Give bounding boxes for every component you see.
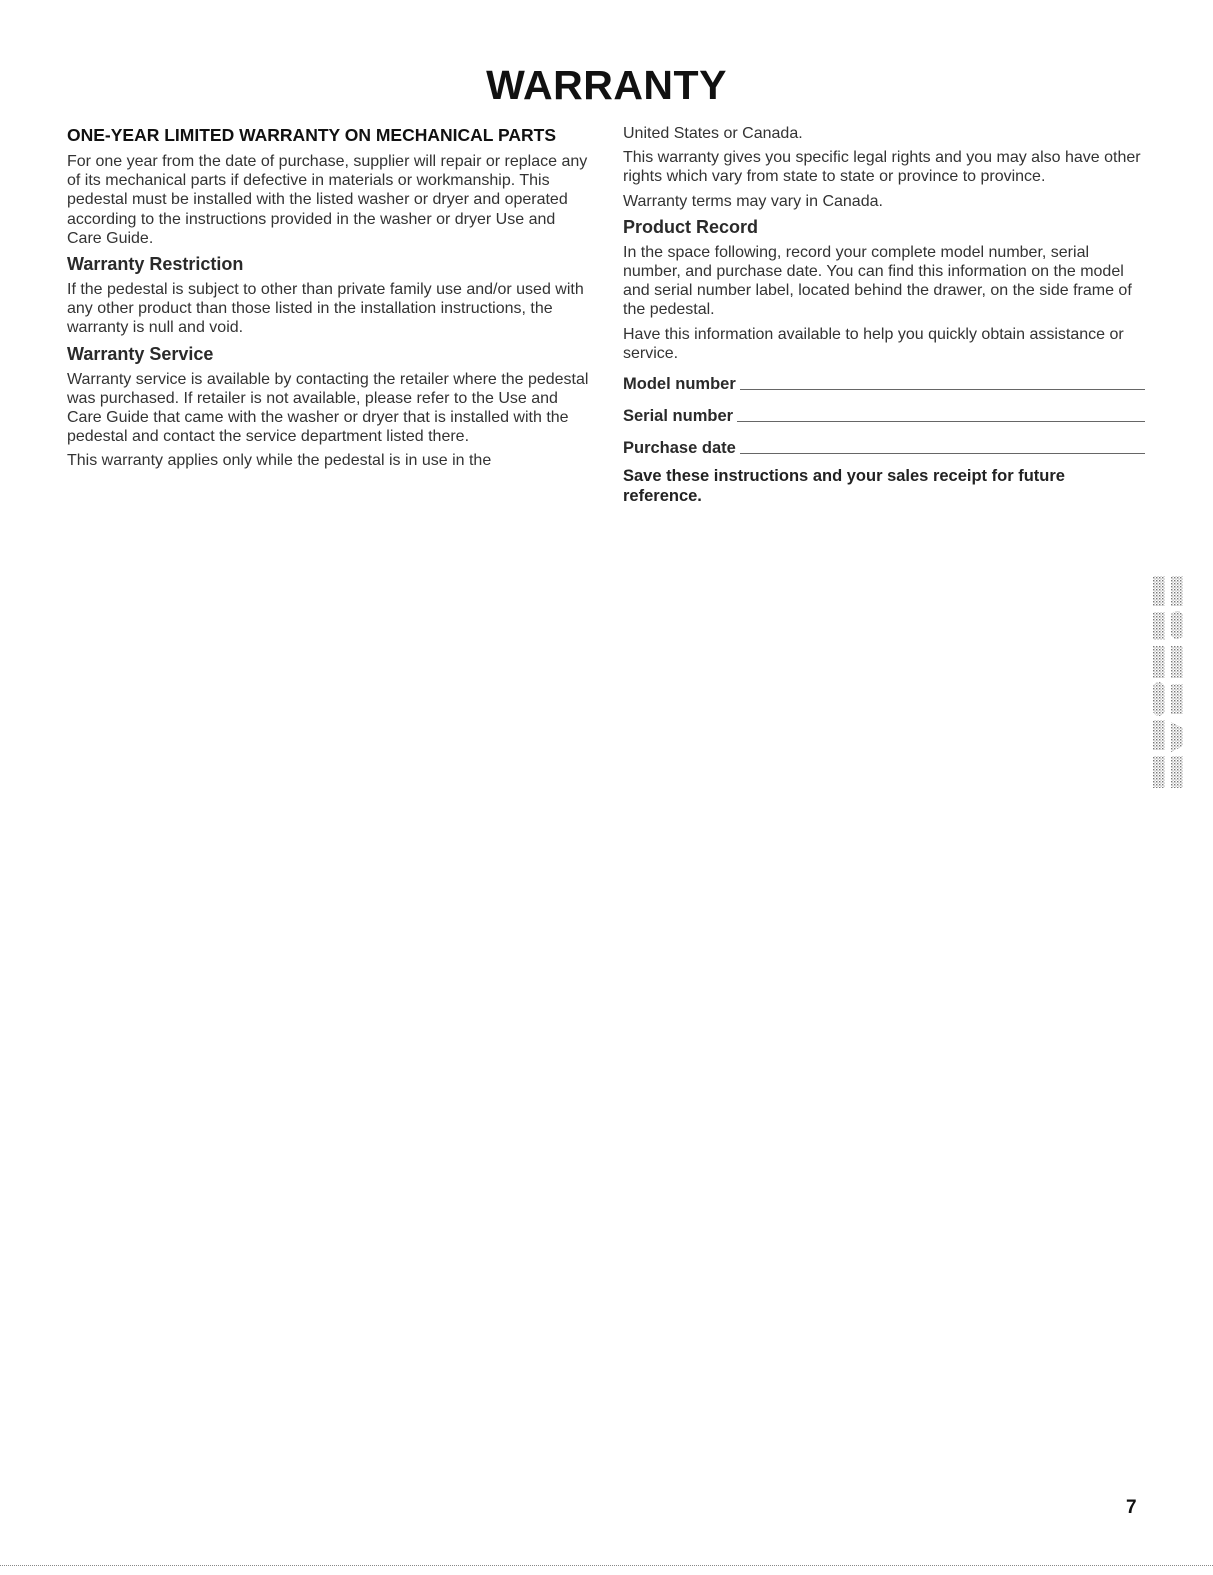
serial-number-line[interactable]: [737, 421, 1145, 422]
bottom-divider: [0, 1565, 1213, 1566]
model-number-field[interactable]: [623, 368, 1145, 394]
serial-number-field[interactable]: [623, 400, 1145, 426]
assistance-text: Have this information available to help you quickly obtain assistance or service.: [623, 325, 1124, 362]
save-instructions-note: Save these instructions and your sales receipt for future reference.: [623, 467, 1065, 506]
restriction-text: If the pedestal is subject to other than private family use and/or used with any other product than those listed in the installation instructions, the warranty is null and void.: [67, 281, 584, 337]
canada-text: Warranty terms may vary in Canada.: [623, 192, 883, 210]
serial-number-label: Serial number: [623, 407, 734, 426]
purchase-date-field[interactable]: [623, 432, 1145, 458]
product-record-heading: Product Record: [623, 216, 759, 237]
right-column: [623, 124, 1145, 506]
rights-text: This warranty gives you specific legal rights and you may also have other rights which vary from state to state or province to province.: [623, 149, 1141, 186]
model-number-label: Model number: [623, 375, 736, 394]
page-title: WARRANTY: [486, 62, 727, 108]
warranty-intro: For one year from the date of purchase, supplier will repair or replace any of its mechanical parts if defective in materials or workmanship. This pedestal must be installed with the listed washer or dryer and operated according to the instructions provided in the washer or dryer Use and Care Guide.: [67, 153, 588, 247]
page-number: 7: [1126, 1497, 1137, 1518]
language-tab-icon: [1150, 574, 1188, 792]
model-number-line[interactable]: [740, 389, 1145, 390]
left-column: [67, 124, 592, 476]
applies-text: This warranty applies only while the pedestal is in use in the: [67, 452, 492, 470]
purchase-date-line[interactable]: [740, 453, 1145, 454]
purchase-date-label: Purchase date: [623, 439, 736, 458]
applies-continued: United States or Canada.: [623, 125, 803, 142]
product-record-text: In the space following, record your complete model number, serial number, and purchase date. You can find this information on the model and serial number label, located behind the drawer, on the side frame of the pedestal.: [623, 243, 1132, 319]
warranty-heading: ONE-YEAR LIMITED WARRANTY ON MECHANICAL PARTS: [67, 125, 557, 145]
restriction-heading: Warranty Restriction: [67, 254, 244, 275]
service-heading: Warranty Service: [67, 343, 214, 364]
service-text: Warranty service is available by contacting the retailer where the pedestal was purchased. If retailer is not available, please refer to the Use and Care Guide that came with the washer or dryer that is installed with the pedestal and contact the service department listed there.: [67, 370, 589, 446]
